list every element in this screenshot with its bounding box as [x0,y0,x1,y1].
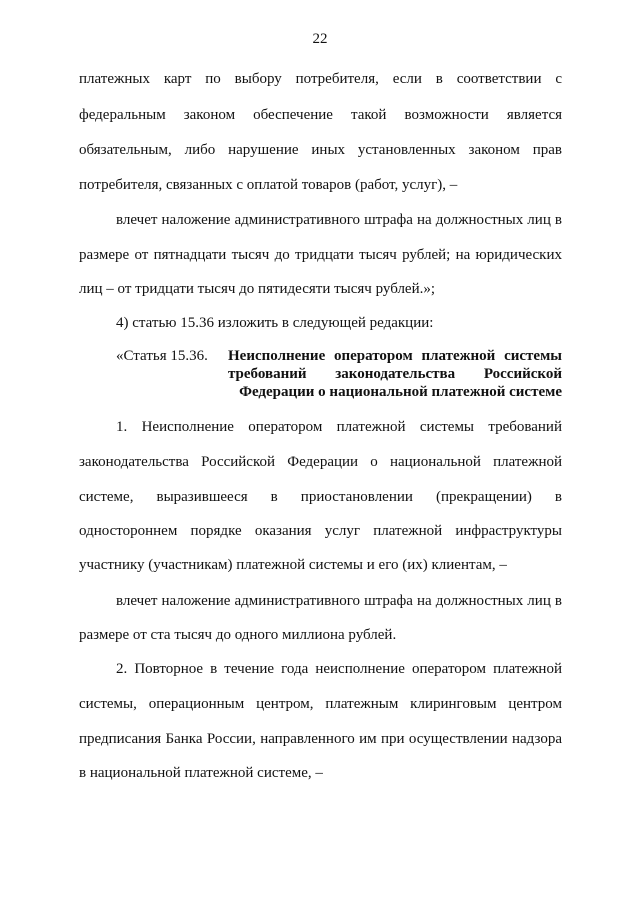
text-line: 1. Неисполнение оператором платежной системы требований [116,419,562,435]
text-line: в национальной платежной системе, – [79,765,323,781]
text-line: одностороннем порядке оказания услуг платежной инфраструктуры [79,523,562,539]
text-line: законодательства Российской Федерации о национальной платежной [79,454,562,470]
text-line: влечет наложение административного штрафа на должностных лиц в [116,593,562,609]
text-line: размере от ста тысяч до одного миллиона рублей. [79,627,397,643]
text-line: обязательным, либо нарушение иных установленных законом прав [79,142,562,158]
text-line: системе, выразившееся в приостановлении (прекращении) в [79,489,562,505]
page-number: 22 [312,31,328,47]
text-line: платежных карт по выбору потребителя, если в соответствии с [79,71,562,87]
article-title-line: Федерации о национальной платежной системе [239,384,562,400]
article-title-line: Неисполнение оператором платежной системы [228,348,562,364]
article-label: «Статья 15.36. [116,348,208,364]
text-line: 4) статью 15.36 изложить в следующей редакции: [116,315,434,331]
text-line: влечет наложение административного штрафа на должностных лиц в [116,212,562,228]
text-line: системы, операционным центром, платежным клиринговым центром [79,696,562,712]
text-line: федеральным законом обеспечение такой возможности является [79,107,562,123]
article-title-line: требований законодательства Российской [228,366,562,382]
text-line: предписания Банка России, направленного им при осуществлении надзора [79,731,562,747]
text-line: размере от пятнадцати тысяч до тридцати тысяч рублей; на юридических [79,247,562,263]
text-line: 2. Повторное в течение года неисполнение оператором платежной [116,661,562,677]
text-line: лиц – от тридцати тысяч до пятидесяти тысяч рублей.»; [79,281,436,297]
text-line: участнику (участникам) платежной системы и его (их) клиентам, – [79,557,507,573]
text-line: потребителя, связанных с оплатой товаров (работ, услуг), – [79,177,458,193]
